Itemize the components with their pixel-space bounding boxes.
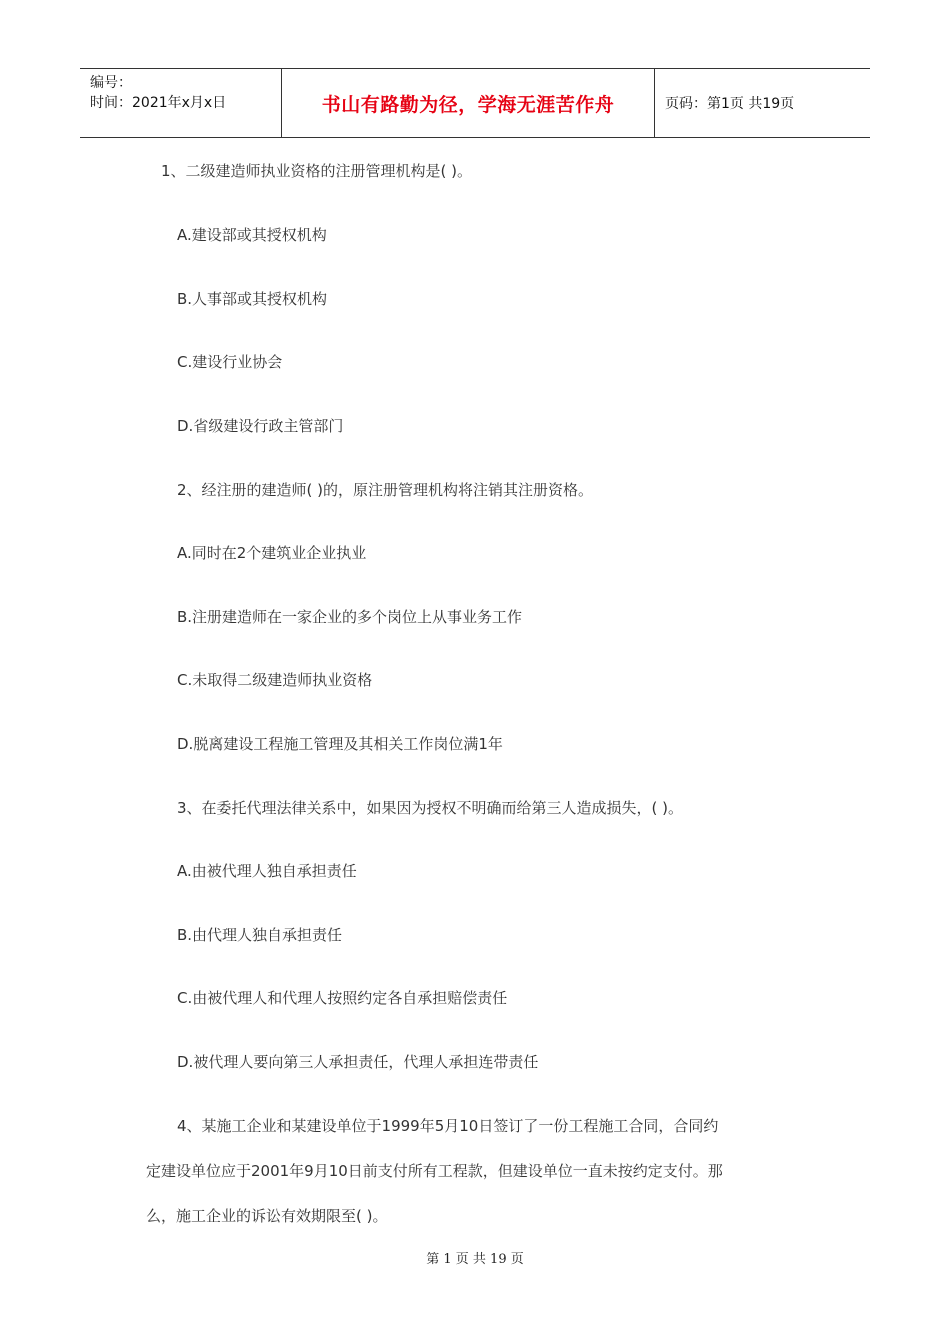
question-2-stem: 2、经注册的建造师( )的，原注册管理机构将注销其注册资格。 xyxy=(177,481,594,499)
question-1-stem: 1、二级建造师执业资格的注册管理机构是( )。 xyxy=(161,162,473,180)
header-meta xyxy=(80,69,282,137)
question-2-option-b: B.注册建造师在一家企业的多个岗位上从事业务工作 xyxy=(177,608,523,626)
header-page-info: 页码：第1页 共19页 xyxy=(665,96,795,112)
page-header xyxy=(80,68,870,138)
question-2-option-a: A.同时在2个建筑业企业执业 xyxy=(177,544,367,562)
page-footer: 第 1 页 共 19 页 xyxy=(426,1252,524,1267)
question-3-stem: 3、在委托代理法律关系中，如果因为授权不明确而给第三人造成损失，( )。 xyxy=(177,799,684,817)
question-4-line-1: 4、某施工企业和某建设单位于1999年5月10日签订了一份工程施工合同，合同约 xyxy=(177,1117,719,1135)
question-3-option-b: B.由代理人独自承担责任 xyxy=(177,926,343,944)
question-1-option-d: D.省级建设行政主管部门 xyxy=(177,417,344,435)
question-1-option-a: A.建设部或其授权机构 xyxy=(177,226,327,244)
header-motto: 书山有路勤为径，学海无涯苦作舟 xyxy=(282,69,655,137)
question-4-line-2: 定建设单位应于2001年9月10日前支付所有工程款，但建设单位一直未按约定支付。那 xyxy=(146,1162,723,1180)
question-3-option-a: A.由被代理人独自承担责任 xyxy=(177,862,357,880)
question-1-option-b: B.人事部或其授权机构 xyxy=(177,290,328,308)
question-3-option-c: C.由被代理人和代理人按照约定各自承担赔偿责任 xyxy=(177,989,508,1007)
question-3-option-d: D.被代理人要向第三人承担责任，代理人承担连带责任 xyxy=(177,1053,539,1071)
question-2-option-c: C.未取得二级建造师执业资格 xyxy=(177,671,373,689)
question-1-option-c: C.建设行业协会 xyxy=(177,353,283,371)
number-label: 编号： xyxy=(90,75,132,91)
question-4-line-3: 么，施工企业的诉讼有效期限至( )。 xyxy=(146,1207,388,1225)
question-2-option-d: D.脱离建设工程施工管理及其相关工作岗位满1年 xyxy=(177,735,503,753)
time-label: 时间：2021年x月x日 xyxy=(90,95,227,111)
